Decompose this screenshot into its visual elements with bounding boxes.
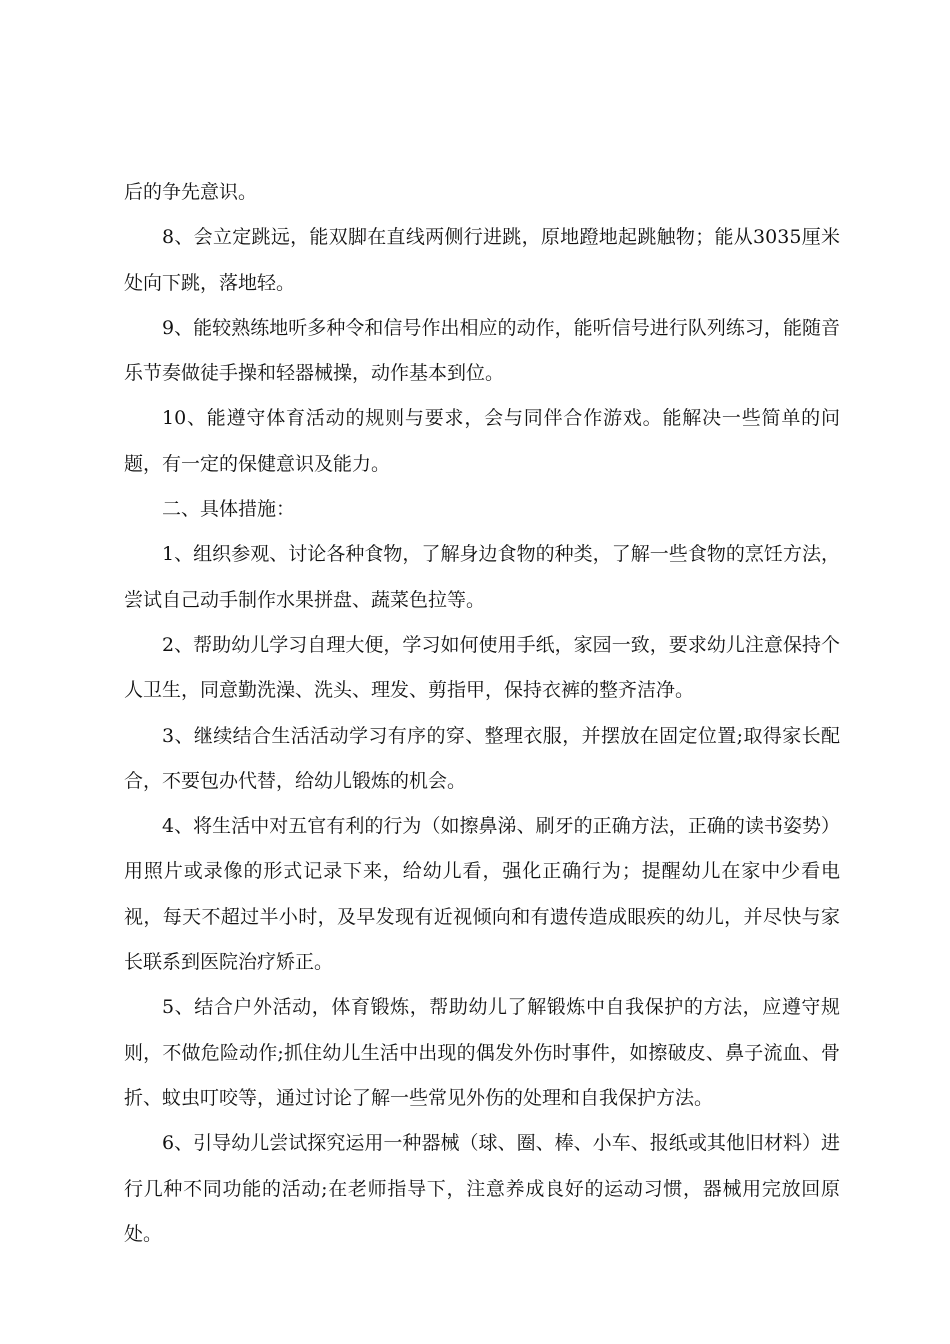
- paragraph-measure-4: 4、将生活中对五官有利的行为（如擦鼻涕、刷牙的正确方法，正确的读书姿势）用照片或录像的形式记录下来，给幼儿看，强化正确行为；提醒幼儿在家中少看电视，每天不超过半小时，及早发现有近视倾向和有遗传造成眼疾的幼儿，并尽快与家长联系到医院治疗矫正。: [124, 815, 840, 974]
- body-text: [124, 170, 840, 1257]
- paragraph-measure-2: 2、帮助幼儿学习自理大便，学习如何使用手纸，家园一致，要求幼儿注意保持个人卫生，同意勤洗澡、洗头、理发、剪指甲，保持衣裤的整齐洁净。: [124, 633, 840, 702]
- paragraph-measure-3: 3、继续结合生活活动学习有序的穿、整理衣服，并摆放在固定位置;取得家长配合，不要包办代替，给幼儿锻炼的机会。: [124, 724, 840, 792]
- section-heading-measures: 二、具体措施：: [162, 498, 296, 521]
- paragraph-measure-6: 6、引导幼儿尝试探究运用一种器械（球、圈、棒、小车、报纸或其他旧材料）进行几种不同功能的活动;在老师指导下，注意养成良好的运动习惯，器械用完放回原处。: [124, 1132, 840, 1245]
- paragraph-item-9: 9、能较熟练地听多种令和信号作出相应的动作，能听信号进行队列练习，能随音乐节奏做徒手操和轻器械操，动作基本到位。: [124, 316, 840, 385]
- paragraph-item-8: 8、会立定跳远，能双脚在直线两侧行进跳，原地蹬地起跳触物；能从3035厘米处向下跳，落地轻。: [124, 226, 840, 294]
- paragraph-item-10: 10、能遵守体育活动的规则与要求，会与同伴合作游戏。能解决一些简单的问题，有一定的保健意识及能力。: [124, 407, 840, 475]
- paragraph-measure-5: 5、结合户外活动，体育锻炼，帮助幼儿了解锻炼中自我保护的方法，应遵守规则，不做危险动作;抓住幼儿生活中出现的偶发外伤时事件，如擦破皮、鼻子流血、骨折、蚊虫叮咬等，通过讨论了解一些常见外伤的处理和自我保护方法。: [124, 996, 840, 1109]
- paragraph-continuation: 后的争先意识。: [124, 181, 258, 203]
- paragraph-measure-1: 1、组织参观、讨论各种食物，了解身边食物的种类，了解一些食物的烹饪方法，尝试自己动手制作水果拼盘、蔬菜色拉等。: [124, 543, 840, 611]
